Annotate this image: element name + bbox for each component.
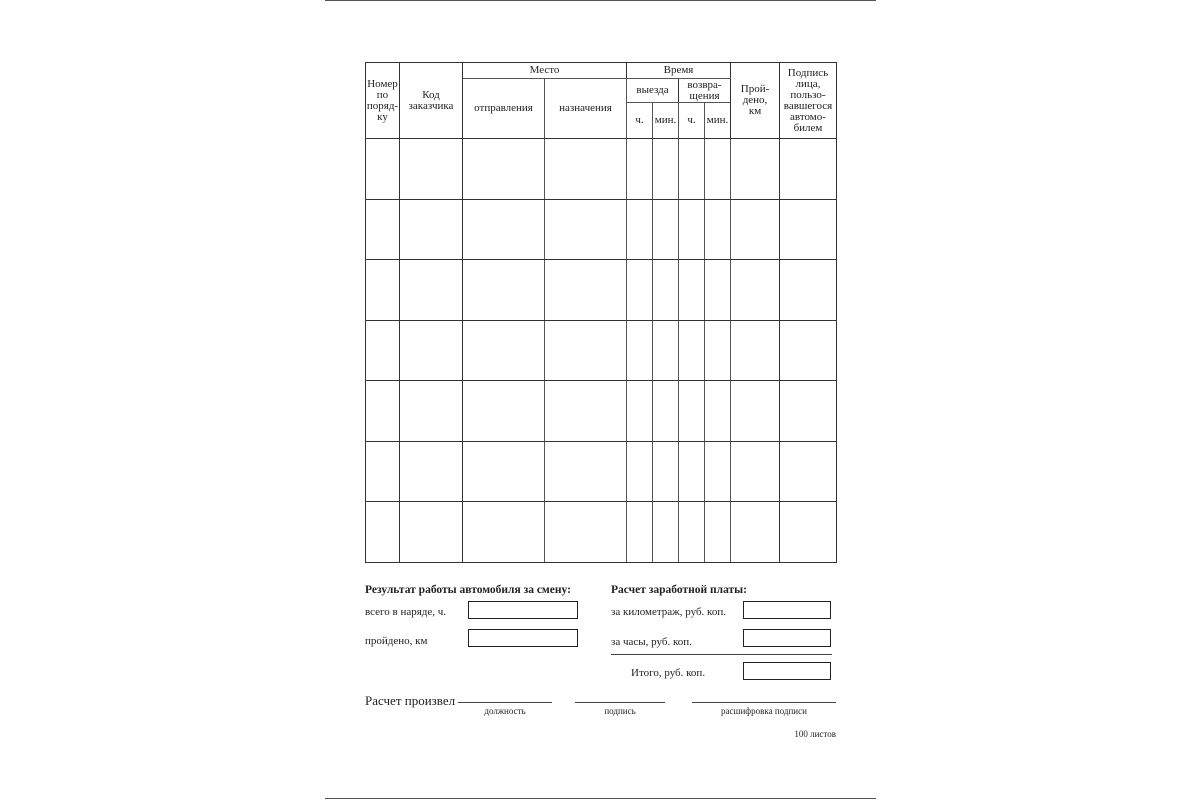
total-field[interactable] xyxy=(743,662,831,680)
sheet-count: 100 листов xyxy=(794,729,836,739)
departure-place-cell[interactable] xyxy=(463,139,545,200)
table-row xyxy=(366,260,837,321)
trip-log-table xyxy=(365,62,837,563)
hours-pay-label: за часы, руб. коп. xyxy=(611,636,692,648)
departure-hours-cell[interactable] xyxy=(627,139,653,200)
signature-cell[interactable] xyxy=(780,139,837,200)
return-hours-cell[interactable] xyxy=(679,260,705,321)
signature-line[interactable] xyxy=(575,702,665,703)
customer-code-cell[interactable] xyxy=(400,381,463,442)
departure-place-cell[interactable] xyxy=(463,381,545,442)
destination-cell[interactable] xyxy=(545,139,627,200)
customer-code-cell[interactable] xyxy=(400,260,463,321)
km-label: пройдено, км xyxy=(365,635,428,647)
customer-code-cell[interactable] xyxy=(400,441,463,502)
mileage-pay-field[interactable] xyxy=(743,601,831,619)
departure-hours-cell[interactable] xyxy=(627,320,653,381)
header-departure-time: выезда xyxy=(627,79,679,103)
departure-place-cell[interactable] xyxy=(463,260,545,321)
number-cell[interactable] xyxy=(366,502,400,563)
table-row xyxy=(366,381,837,442)
departure-place-cell[interactable] xyxy=(463,199,545,260)
return-hours-cell[interactable] xyxy=(679,320,705,381)
number-cell[interactable] xyxy=(366,199,400,260)
header-time-group: Время xyxy=(627,63,731,79)
signature-caption: подпись xyxy=(604,706,636,716)
departure-place-cell[interactable] xyxy=(463,441,545,502)
destination-cell[interactable] xyxy=(545,260,627,321)
number-cell[interactable] xyxy=(366,260,400,321)
destination-cell[interactable] xyxy=(545,502,627,563)
table-body xyxy=(366,139,837,563)
departure-minutes-cell[interactable] xyxy=(653,139,679,200)
departure-place-cell[interactable] xyxy=(463,320,545,381)
departure-hours-cell[interactable] xyxy=(627,502,653,563)
return-minutes-cell[interactable] xyxy=(705,139,731,200)
distance-cell[interactable] xyxy=(731,441,780,502)
number-cell[interactable] xyxy=(366,441,400,502)
distance-cell[interactable] xyxy=(731,199,780,260)
table-row xyxy=(366,320,837,381)
calculated-by-label: Расчет произвел xyxy=(365,693,456,708)
customer-code-cell[interactable] xyxy=(400,139,463,200)
number-cell[interactable] xyxy=(366,139,400,200)
signature-decode-line[interactable] xyxy=(692,702,836,703)
signature-cell[interactable] xyxy=(780,260,837,321)
header-user-signature: Подпись лица, пользо- вавшегося автомо- билем xyxy=(780,63,837,139)
destination-cell[interactable] xyxy=(545,320,627,381)
departure-place-cell[interactable] xyxy=(463,502,545,563)
signature-cell[interactable] xyxy=(780,381,837,442)
signature-decode-caption: расшифровка подписи xyxy=(721,706,807,716)
return-minutes-cell[interactable] xyxy=(705,502,731,563)
distance-cell[interactable] xyxy=(731,260,780,321)
return-hours-cell[interactable] xyxy=(679,139,705,200)
total-divider xyxy=(611,654,832,655)
departure-minutes-cell[interactable] xyxy=(653,320,679,381)
destination-cell[interactable] xyxy=(545,381,627,442)
header-departure-place: отправления xyxy=(463,79,545,139)
header-departure-hours: ч. xyxy=(627,103,653,139)
result-title: Результат работы автомобиля за смену: xyxy=(365,584,571,596)
header-return-time: возвра- щения xyxy=(679,79,731,103)
departure-hours-cell[interactable] xyxy=(627,199,653,260)
return-minutes-cell[interactable] xyxy=(705,260,731,321)
return-hours-cell[interactable] xyxy=(679,199,705,260)
return-hours-cell[interactable] xyxy=(679,441,705,502)
distance-cell[interactable] xyxy=(731,381,780,442)
departure-hours-cell[interactable] xyxy=(627,381,653,442)
return-minutes-cell[interactable] xyxy=(705,199,731,260)
hours-label: всего в наряде, ч. xyxy=(365,606,447,618)
header-return-minutes: мин. xyxy=(705,103,731,139)
return-minutes-cell[interactable] xyxy=(705,320,731,381)
hours-field[interactable] xyxy=(468,601,578,619)
departure-minutes-cell[interactable] xyxy=(653,381,679,442)
distance-cell[interactable] xyxy=(731,139,780,200)
signature-cell[interactable] xyxy=(780,502,837,563)
header-distance: Прой- дено, км xyxy=(731,63,780,139)
header-customer-code: Код заказчика xyxy=(400,63,463,139)
destination-cell[interactable] xyxy=(545,199,627,260)
salary-title: Расчет заработной платы: xyxy=(611,584,747,596)
distance-cell[interactable] xyxy=(731,502,780,563)
page-bottom-edge xyxy=(325,798,876,799)
customer-code-cell[interactable] xyxy=(400,199,463,260)
customer-code-cell[interactable] xyxy=(400,502,463,563)
hours-pay-field[interactable] xyxy=(743,629,831,647)
table-row xyxy=(366,139,837,200)
header-departure-minutes: мин. xyxy=(653,103,679,139)
position-line[interactable] xyxy=(458,702,552,703)
distance-cell[interactable] xyxy=(731,320,780,381)
departure-minutes-cell[interactable] xyxy=(653,199,679,260)
mileage-pay-label: за километраж, руб. коп. xyxy=(611,606,726,618)
departure-hours-cell[interactable] xyxy=(627,441,653,502)
header-place-group: Место xyxy=(463,63,627,79)
header-destination: назначения xyxy=(545,79,627,139)
departure-minutes-cell[interactable] xyxy=(653,441,679,502)
header-return-hours: ч. xyxy=(679,103,705,139)
header-row-number: Номер по поряд- ку xyxy=(366,63,400,139)
page-top-edge xyxy=(325,0,876,1)
signature-cell[interactable] xyxy=(780,199,837,260)
total-label: Итого, руб. коп. xyxy=(631,667,706,679)
table-row xyxy=(366,502,837,563)
destination-cell[interactable] xyxy=(545,441,627,502)
table-row xyxy=(366,441,837,502)
departure-hours-cell[interactable] xyxy=(627,260,653,321)
signature-cell[interactable] xyxy=(780,441,837,502)
departure-minutes-cell[interactable] xyxy=(653,502,679,563)
table-header xyxy=(366,63,837,139)
table-row xyxy=(366,199,837,260)
signature-cell[interactable] xyxy=(780,320,837,381)
departure-minutes-cell[interactable] xyxy=(653,260,679,321)
return-hours-cell[interactable] xyxy=(679,381,705,442)
return-hours-cell[interactable] xyxy=(679,502,705,563)
number-cell[interactable] xyxy=(366,320,400,381)
km-field[interactable] xyxy=(468,629,578,647)
position-caption: должность xyxy=(484,706,526,716)
customer-code-cell[interactable] xyxy=(400,320,463,381)
return-minutes-cell[interactable] xyxy=(705,441,731,502)
return-minutes-cell[interactable] xyxy=(705,381,731,442)
number-cell[interactable] xyxy=(366,381,400,442)
